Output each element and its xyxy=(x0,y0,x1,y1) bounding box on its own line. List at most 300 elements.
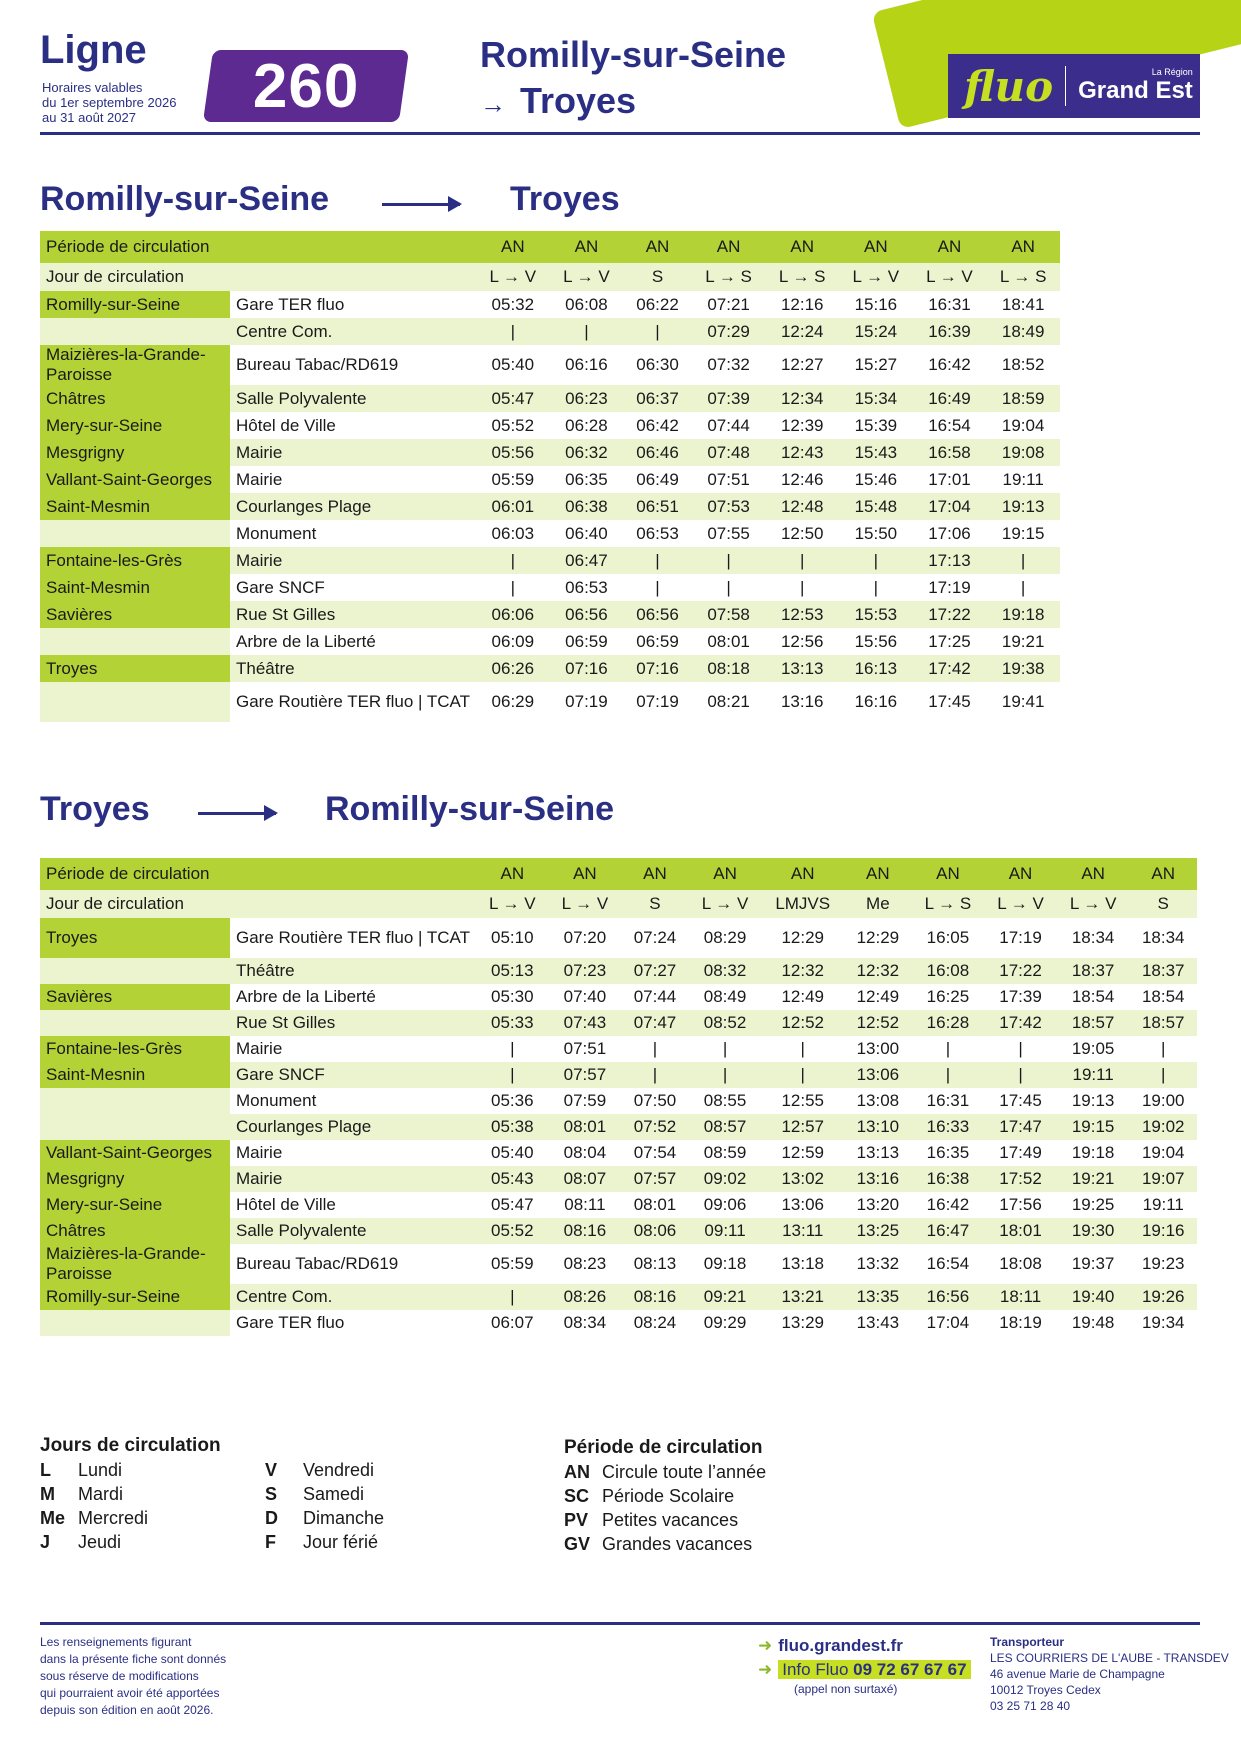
time-cell: 16:49 xyxy=(913,385,987,412)
time-cell: 05:43 xyxy=(476,1166,549,1192)
halt-name: Monument xyxy=(230,520,476,547)
day-cell: L → V xyxy=(839,263,913,291)
stop-name xyxy=(40,520,230,547)
header-dest-to-line xyxy=(480,78,786,127)
stop-name xyxy=(40,682,230,722)
time-cell: 17:22 xyxy=(913,601,987,628)
time-cell: | xyxy=(623,318,692,345)
time-cell: 07:53 xyxy=(692,493,766,520)
time-cell: 17:01 xyxy=(913,466,987,493)
legend-value: Samedi xyxy=(303,1484,365,1504)
time-cell: 07:27 xyxy=(621,958,689,984)
time-cell: | xyxy=(984,1036,1057,1062)
time-cell: 12:32 xyxy=(844,958,912,984)
footer-disclaimer xyxy=(40,1634,226,1719)
period-cell: AN xyxy=(476,231,550,263)
carrier-line: LES COURRIERS DE L'AUBE - TRANSDEV xyxy=(990,1651,1229,1665)
day-row xyxy=(40,890,1197,918)
time-cell: 12:46 xyxy=(765,466,839,493)
time-cell: 13:11 xyxy=(761,1218,844,1244)
time-cell: 05:40 xyxy=(476,1140,549,1166)
arrow-right-icon xyxy=(198,812,276,815)
time-cell: 05:59 xyxy=(476,466,550,493)
time-cell: 06:40 xyxy=(550,520,624,547)
day-cell: Me xyxy=(844,890,912,918)
period-cell: AN xyxy=(476,858,549,890)
period-row xyxy=(40,858,1197,890)
time-cell: 12:53 xyxy=(765,601,839,628)
halt-name: Courlanges Plage xyxy=(230,1114,476,1140)
time-cell: 07:48 xyxy=(692,439,766,466)
logo-grandest: Grand Est xyxy=(1078,77,1193,104)
logo-fluo: fluo xyxy=(964,61,1054,111)
time-cell: 13:00 xyxy=(844,1036,912,1062)
time-cell: 19:04 xyxy=(986,412,1060,439)
outbound-to: Troyes xyxy=(510,180,620,218)
halt-name: Centre Com. xyxy=(230,1284,476,1310)
stop-name: Châtres xyxy=(40,1218,230,1244)
stop-name: Savières xyxy=(40,984,230,1010)
header-dest-from: Romilly-sur-Seine xyxy=(480,34,787,75)
time-cell: 19:16 xyxy=(1129,1218,1197,1244)
time-cell: 08:21 xyxy=(692,682,766,722)
time-cell: 05:52 xyxy=(476,1218,549,1244)
time-cell: 18:01 xyxy=(984,1218,1057,1244)
time-cell: 12:32 xyxy=(761,958,844,984)
time-cell: 18:34 xyxy=(1129,918,1197,958)
halt-name: Rue St Gilles xyxy=(230,601,476,628)
time-cell: 18:08 xyxy=(984,1244,1057,1284)
time-cell: 19:38 xyxy=(986,655,1060,682)
table-row xyxy=(40,318,1060,345)
time-cell: 09:02 xyxy=(689,1166,762,1192)
time-cell: 06:03 xyxy=(476,520,550,547)
footer-rule xyxy=(40,1622,1200,1625)
time-cell: 07:43 xyxy=(549,1010,622,1036)
time-cell: 17:42 xyxy=(913,655,987,682)
time-cell: | xyxy=(621,1036,689,1062)
time-cell: | xyxy=(912,1062,985,1088)
period-cell: AN xyxy=(986,231,1060,263)
legend-value: Période Scolaire xyxy=(602,1486,735,1506)
period-cell: AN xyxy=(623,231,692,263)
time-cell: 08:26 xyxy=(549,1284,622,1310)
legend-day-item xyxy=(40,1482,265,1506)
time-cell: 15:50 xyxy=(839,520,913,547)
halt-name: Monument xyxy=(230,1088,476,1114)
time-cell: 16:56 xyxy=(912,1284,985,1310)
time-cell: 13:25 xyxy=(844,1218,912,1244)
day-cell: L → V xyxy=(549,890,622,918)
day-cell: L → S xyxy=(692,263,766,291)
table-row xyxy=(40,1284,1197,1310)
time-cell: 17:19 xyxy=(984,918,1057,958)
time-cell: 19:05 xyxy=(1057,1036,1130,1062)
table-row xyxy=(40,412,1060,439)
time-cell: 17:49 xyxy=(984,1140,1057,1166)
legend-key: PV xyxy=(564,1510,589,1530)
legend-value: Circule toute l’année xyxy=(602,1462,767,1482)
time-cell: 08:16 xyxy=(621,1284,689,1310)
arrow-right-icon: → xyxy=(480,89,506,119)
time-cell: 09:21 xyxy=(689,1284,762,1310)
halt-name: Mairie xyxy=(230,1036,476,1062)
stop-name: Vallant-Saint-Georges xyxy=(40,1140,230,1166)
time-cell: 08:07 xyxy=(549,1166,622,1192)
time-cell: 06:37 xyxy=(623,385,692,412)
stop-name xyxy=(40,958,230,984)
time-cell: 07:57 xyxy=(549,1062,622,1088)
table-row xyxy=(40,1114,1197,1140)
table-row xyxy=(40,628,1060,655)
table-row xyxy=(40,493,1060,520)
time-cell: 19:25 xyxy=(1057,1192,1130,1218)
time-cell: 06:09 xyxy=(476,628,550,655)
time-cell: 19:07 xyxy=(1129,1166,1197,1192)
arrow-right-icon: ➜ xyxy=(758,1636,773,1655)
period-label: Période de circulation xyxy=(40,231,476,263)
stop-name: Savières xyxy=(40,601,230,628)
time-cell: 18:37 xyxy=(1057,958,1130,984)
time-cell: 13:02 xyxy=(761,1166,844,1192)
legend-key: Me xyxy=(40,1508,66,1528)
stop-name: Fontaine-les-Grès xyxy=(40,547,230,574)
day-cell: L → V xyxy=(984,890,1057,918)
time-cell: 05:56 xyxy=(476,439,550,466)
period-cell: AN xyxy=(913,231,987,263)
time-cell: 16:35 xyxy=(912,1140,985,1166)
legend-key: F xyxy=(265,1532,276,1552)
table-row xyxy=(40,1218,1197,1244)
time-cell: 13:08 xyxy=(844,1088,912,1114)
time-cell: 15:16 xyxy=(839,291,913,318)
time-cell: 05:10 xyxy=(476,918,549,958)
stop-name xyxy=(40,1088,230,1114)
time-cell: 16:25 xyxy=(912,984,985,1010)
time-cell: 15:24 xyxy=(839,318,913,345)
time-cell: | xyxy=(761,1062,844,1088)
halt-name: Gare Routière TER fluo | TCAT xyxy=(230,918,476,958)
fluo-grand-est-logo xyxy=(948,54,1200,118)
period-cell: AN xyxy=(621,858,689,890)
time-cell: 12:43 xyxy=(765,439,839,466)
time-cell: 16:31 xyxy=(913,291,987,318)
time-cell: 06:47 xyxy=(550,547,624,574)
time-cell: | xyxy=(621,1062,689,1088)
time-cell: 16:54 xyxy=(912,1244,985,1284)
time-cell: 18:49 xyxy=(986,318,1060,345)
stop-name: Mery-sur-Seine xyxy=(40,1192,230,1218)
stop-name: Châtres xyxy=(40,385,230,412)
time-cell: 19:21 xyxy=(986,628,1060,655)
day-cell: L → S xyxy=(912,890,985,918)
halt-name: Gare SNCF xyxy=(230,1062,476,1088)
time-cell: 16:54 xyxy=(913,412,987,439)
stop-name xyxy=(40,628,230,655)
time-cell: 08:04 xyxy=(549,1140,622,1166)
time-cell: 07:19 xyxy=(623,682,692,722)
time-cell: | xyxy=(689,1062,762,1088)
time-cell: 06:26 xyxy=(476,655,550,682)
period-cell: AN xyxy=(912,858,985,890)
validity-line: Horaires valables xyxy=(42,80,143,95)
time-cell: 07:40 xyxy=(549,984,622,1010)
time-cell: 06:35 xyxy=(550,466,624,493)
time-cell: 19:40 xyxy=(1057,1284,1130,1310)
time-cell: 13:16 xyxy=(765,682,839,722)
time-cell: 08:11 xyxy=(549,1192,622,1218)
time-cell: 19:11 xyxy=(1057,1062,1130,1088)
time-cell: 08:32 xyxy=(689,958,762,984)
legend-value: Dimanche xyxy=(303,1508,385,1528)
halt-name: Bureau Tabac/RD619 xyxy=(230,345,476,385)
header-dest-to: Troyes xyxy=(520,80,637,121)
time-cell: 12:16 xyxy=(765,291,839,318)
halt-name: Hôtel de Ville xyxy=(230,412,476,439)
period-cell: AN xyxy=(1057,858,1130,890)
time-cell: | xyxy=(839,547,913,574)
time-cell: 17:45 xyxy=(984,1088,1057,1114)
time-cell: 19:34 xyxy=(1129,1310,1197,1336)
day-cell: L → V xyxy=(689,890,762,918)
info-phone[interactable]: 09 72 67 67 67 xyxy=(853,1660,967,1679)
table-row xyxy=(40,958,1197,984)
disclaimer-line: sous réserve de modifications xyxy=(40,1669,199,1683)
table-row xyxy=(40,547,1060,574)
time-cell: 07:58 xyxy=(692,601,766,628)
stop-name: Romilly-sur-Seine xyxy=(40,1284,230,1310)
carrier-line: 03 25 71 28 40 xyxy=(990,1699,1071,1713)
time-cell: 05:40 xyxy=(476,345,550,385)
time-cell: 13:43 xyxy=(844,1310,912,1336)
halt-name: Théâtre xyxy=(230,958,476,984)
logo-separator xyxy=(1065,66,1066,106)
footer-contact xyxy=(758,1634,971,1696)
time-cell: 12:27 xyxy=(765,345,839,385)
period-cell: AN xyxy=(839,231,913,263)
time-cell: 13:32 xyxy=(844,1244,912,1284)
legend-day-item xyxy=(265,1506,384,1530)
arrow-right-icon xyxy=(382,203,460,206)
stop-name: Maizières-la-Grande-Paroisse xyxy=(40,1244,230,1284)
time-cell: | xyxy=(476,1284,549,1310)
time-cell: 13:06 xyxy=(844,1062,912,1088)
period-label: Période de circulation xyxy=(40,858,476,890)
period-cell: AN xyxy=(844,858,912,890)
halt-name: Salle Polyvalente xyxy=(230,385,476,412)
legend-days-title: Jours de circulation xyxy=(40,1435,221,1456)
halt-name: Arbre de la Liberté xyxy=(230,628,476,655)
time-cell: 06:08 xyxy=(550,291,624,318)
time-cell: 06:42 xyxy=(623,412,692,439)
outbound-from: Romilly-sur-Seine xyxy=(40,180,330,218)
time-cell: 07:24 xyxy=(621,918,689,958)
legend-value: Jeudi xyxy=(78,1532,122,1552)
stop-name xyxy=(40,1114,230,1140)
website-link[interactable]: fluo.grandest.fr xyxy=(778,1636,903,1655)
time-cell: 16:42 xyxy=(913,345,987,385)
time-cell: 16:31 xyxy=(912,1088,985,1114)
table-row xyxy=(40,1010,1197,1036)
time-cell: 08:34 xyxy=(549,1310,622,1336)
disclaimer-line: Les renseignements figurant xyxy=(40,1635,192,1649)
time-cell: 07:51 xyxy=(692,466,766,493)
time-cell: 12:34 xyxy=(765,385,839,412)
time-cell: 19:18 xyxy=(986,601,1060,628)
legend-value: Mercredi xyxy=(78,1508,149,1528)
time-cell: 05:47 xyxy=(476,385,550,412)
legend-value: Jour férié xyxy=(303,1532,379,1552)
time-cell: 08:16 xyxy=(549,1218,622,1244)
time-cell: 12:56 xyxy=(765,628,839,655)
legend-key: L xyxy=(40,1460,51,1480)
time-cell: 05:36 xyxy=(476,1088,549,1114)
time-cell: 16:39 xyxy=(913,318,987,345)
time-cell: 18:57 xyxy=(1129,1010,1197,1036)
time-cell: 19:15 xyxy=(986,520,1060,547)
time-cell: 07:44 xyxy=(692,412,766,439)
time-cell: 17:47 xyxy=(984,1114,1057,1140)
time-cell: 05:38 xyxy=(476,1114,549,1140)
time-cell: | xyxy=(839,574,913,601)
disclaimer-line: depuis son édition en août 2026. xyxy=(40,1703,214,1717)
time-cell: 13:20 xyxy=(844,1192,912,1218)
halt-name: Courlanges Plage xyxy=(230,493,476,520)
time-cell: 06:16 xyxy=(550,345,624,385)
time-cell: | xyxy=(1129,1062,1197,1088)
time-cell: 15:53 xyxy=(839,601,913,628)
stop-name xyxy=(40,318,230,345)
stop-name: Troyes xyxy=(40,655,230,682)
day-cell: L → V xyxy=(476,890,549,918)
stop-name: Troyes xyxy=(40,918,230,958)
time-cell: 07:57 xyxy=(621,1166,689,1192)
time-cell: 07:55 xyxy=(692,520,766,547)
day-cell: S xyxy=(623,263,692,291)
time-cell: 06:29 xyxy=(476,682,550,722)
legend-key: AN xyxy=(564,1462,590,1482)
time-cell: 19:11 xyxy=(1129,1192,1197,1218)
time-cell: 12:52 xyxy=(844,1010,912,1036)
time-cell: 15:39 xyxy=(839,412,913,439)
time-cell: 18:54 xyxy=(1129,984,1197,1010)
table-row xyxy=(40,574,1060,601)
time-cell: 08:18 xyxy=(692,655,766,682)
time-cell: | xyxy=(689,1036,762,1062)
time-cell: 17:13 xyxy=(913,547,987,574)
time-cell: 06:22 xyxy=(623,291,692,318)
time-cell: 05:52 xyxy=(476,412,550,439)
time-cell: 16:38 xyxy=(912,1166,985,1192)
halt-name: Gare SNCF xyxy=(230,574,476,601)
time-cell: 08:57 xyxy=(689,1114,762,1140)
time-cell: 06:56 xyxy=(550,601,624,628)
time-cell: 13:29 xyxy=(761,1310,844,1336)
day-cell: LMJVS xyxy=(761,890,844,918)
legend-value: Grandes vacances xyxy=(602,1534,753,1554)
time-cell: 18:52 xyxy=(986,345,1060,385)
day-cell: L → V xyxy=(1057,890,1130,918)
legend-day-item xyxy=(40,1458,265,1482)
time-cell: 17:25 xyxy=(913,628,987,655)
time-cell: 17:22 xyxy=(984,958,1057,984)
halt-name: Gare TER fluo xyxy=(230,1310,476,1336)
time-cell: 13:16 xyxy=(844,1166,912,1192)
table-row xyxy=(40,1036,1197,1062)
validity-line: du 1er septembre 2026 xyxy=(42,95,177,110)
time-cell: 12:39 xyxy=(765,412,839,439)
time-cell: 07:54 xyxy=(621,1140,689,1166)
stop-name: Saint-Mesmin xyxy=(40,574,230,601)
time-cell: 13:35 xyxy=(844,1284,912,1310)
time-cell: 07:16 xyxy=(623,655,692,682)
time-cell: 15:46 xyxy=(839,466,913,493)
time-cell: 12:49 xyxy=(844,984,912,1010)
time-cell: 08:01 xyxy=(621,1192,689,1218)
time-cell: 12:29 xyxy=(761,918,844,958)
halt-name: Mairie xyxy=(230,1166,476,1192)
time-cell: 08:52 xyxy=(689,1010,762,1036)
table-row xyxy=(40,520,1060,547)
time-cell: 15:43 xyxy=(839,439,913,466)
time-cell: 19:08 xyxy=(986,439,1060,466)
time-cell: 05:30 xyxy=(476,984,549,1010)
carrier-title: Transporteur xyxy=(990,1635,1065,1649)
time-cell: 19:48 xyxy=(1057,1310,1130,1336)
time-cell: | xyxy=(692,574,766,601)
arrow-right-icon: ➜ xyxy=(758,1660,773,1679)
time-cell: 07:59 xyxy=(549,1088,622,1114)
day-cell: L → V xyxy=(550,263,624,291)
time-cell: 17:52 xyxy=(984,1166,1057,1192)
halt-name: Salle Polyvalente xyxy=(230,1218,476,1244)
legend-period-item xyxy=(564,1532,766,1556)
info-label: Info Fluo xyxy=(782,1660,849,1679)
time-cell: 12:48 xyxy=(765,493,839,520)
legend-key: J xyxy=(40,1532,51,1552)
time-cell: 15:27 xyxy=(839,345,913,385)
time-cell: 19:13 xyxy=(1057,1088,1130,1114)
day-label: Jour de circulation xyxy=(40,263,476,291)
info-note: (appel non surtaxé) xyxy=(794,1682,898,1696)
time-cell: | xyxy=(986,547,1060,574)
inbound-to: Romilly-sur-Seine xyxy=(325,790,615,828)
inbound-timetable xyxy=(40,858,1197,1336)
period-row xyxy=(40,231,1060,263)
time-cell: | xyxy=(761,1036,844,1062)
time-cell: 05:13 xyxy=(476,958,549,984)
table-row xyxy=(40,1140,1197,1166)
time-cell: 18:54 xyxy=(1057,984,1130,1010)
halt-name: Mairie xyxy=(230,466,476,493)
time-cell: 18:37 xyxy=(1129,958,1197,984)
period-cell: AN xyxy=(550,231,624,263)
time-cell: 13:13 xyxy=(844,1140,912,1166)
time-cell: 19:15 xyxy=(1057,1114,1130,1140)
validity-dates xyxy=(42,80,176,125)
time-cell: | xyxy=(476,318,550,345)
time-cell: 07:16 xyxy=(550,655,624,682)
stop-name: Saint-Mesnin xyxy=(40,1062,230,1088)
time-cell: 05:47 xyxy=(476,1192,549,1218)
time-cell: 06:07 xyxy=(476,1310,549,1336)
halt-name: Hôtel de Ville xyxy=(230,1192,476,1218)
footer-carrier xyxy=(990,1634,1229,1714)
time-cell: | xyxy=(476,1062,549,1088)
time-cell: 07:47 xyxy=(621,1010,689,1036)
table-row xyxy=(40,984,1197,1010)
time-cell: 19:41 xyxy=(986,682,1060,722)
